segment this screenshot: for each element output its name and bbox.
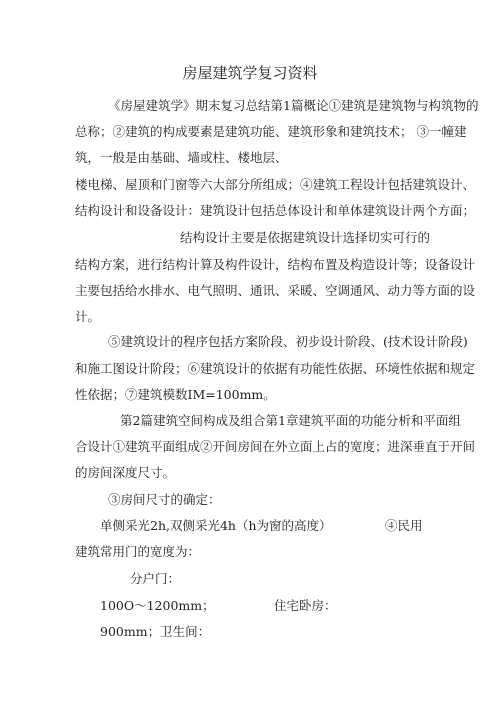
text-line: 筑，一般是由基础、墙或柱、楼地层、 xyxy=(75,150,288,165)
text-line: 100O～1200mm； xyxy=(100,598,215,613)
text-line: 分户门： xyxy=(130,571,181,586)
text-line: 主要包括给水排水、电气照明、通讯、采暖、空调通风、动力等方面的设 xyxy=(75,283,476,298)
text-line: 结构方案，进行结构计算及构件设计，结构布置及构造设计等；设备设计 xyxy=(75,257,476,272)
text-line: 结构设计和设备设计：建筑设计包括总体设计和单体建筑设计两个方面； xyxy=(75,203,476,218)
text-line: 结构设计主要是依据建筑设计选择切实可行的 xyxy=(180,230,431,245)
text-line: 单侧采光2h,双侧采光4h（h为窗的高度） xyxy=(100,518,332,533)
text-line: 合设计①建筑平面组成②开间房间在外立面上占的宽度；进深垂直于开间 xyxy=(75,439,476,454)
text-line: 楼电梯、屋顶和门窗等六大部分所组成；④建筑工程设计包括建筑设计、 xyxy=(75,177,476,192)
text-line: 的房间深度尺寸。 xyxy=(75,465,176,480)
text-line: ③房间尺寸的确定： xyxy=(108,492,221,507)
text-line: 建筑常用门的宽度为： xyxy=(75,544,201,559)
text-line: 和施工图设计阶段；⑥建筑设计的依据有功能性依据、环境性依据和规定 xyxy=(75,361,476,376)
text-line: 900mm；卫生间： xyxy=(100,624,211,639)
text-line: ⑤建筑设计的程序包括方案阶段、初步设计阶段、(技术设计阶段) xyxy=(108,334,468,349)
text-line: 计。 xyxy=(75,309,101,324)
text-line: 性依据；⑦建筑模数IM=100mm。 xyxy=(75,387,276,402)
text-line: 《房屋建筑学》期末复习总结第1篇概论①建筑是建筑物与构筑物的 xyxy=(108,98,479,113)
document-title: 房屋建筑学复习资料 xyxy=(182,64,318,82)
text-line: 总称；②建筑的构成要素是建筑功能、建筑形象和建筑技术； ③一幢建 xyxy=(75,124,467,139)
text-line: 第2篇建筑空间构成及组合第1章建筑平面的功能分析和平面组 xyxy=(120,413,461,428)
text-line: ④民用 xyxy=(385,518,423,533)
text-line: 住宅卧房： xyxy=(274,598,337,613)
